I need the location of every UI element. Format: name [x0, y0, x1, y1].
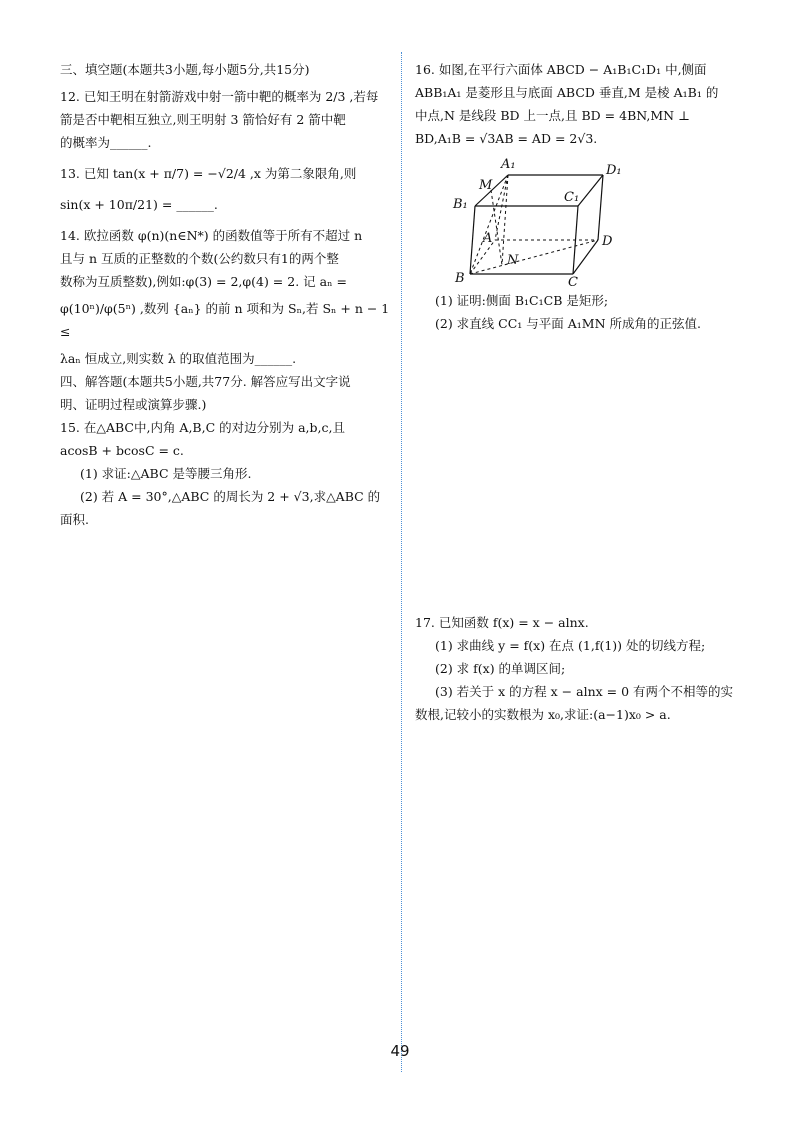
question-17 [415, 611, 745, 726]
q16-line1: 16. 如图,在平行六面体 ABCD − A₁B₁C₁D₁ 中,侧面 [415, 62, 707, 77]
q12-line1: 12. 已知王明在射箭游戏中射一箭中靶的概率为 2/3 ,若每 [60, 89, 379, 104]
q17-part3a: (3) 若关于 x 的方程 x − alnx = 0 有两个不相等的实 [435, 684, 734, 699]
q14-line4: φ(10ⁿ)/φ(5ⁿ) ,数列 {aₙ} 的前 n 项和为 Sₙ,若 Sₙ + n − 1 ≤ [60, 301, 390, 339]
edge-d1-d [598, 175, 603, 240]
q14-line2: 且与 n 互质的正整数的个数(公约数只有1的两个整 [60, 251, 339, 266]
label-a: A [483, 231, 493, 246]
section-3-heading: 三、填空题(本题共3小题,每小题5分,共15分) [60, 62, 310, 77]
label-b1: B₁ [453, 197, 468, 212]
q15-part2: (2) 若 A = 30°,△ABC 的周长为 2 + √3,求△ABC 的 [80, 489, 381, 504]
label-n: N [507, 253, 519, 268]
label-c1: C₁ [564, 190, 580, 205]
question-12 [60, 85, 390, 154]
q16-line3: 中点,N 是线段 BD 上一点,且 BD = 4BN,MN ⊥ [415, 108, 690, 123]
section4-line1: 四、解答题(本题共5小题,共77分. 解答应写出文字说 [60, 374, 351, 389]
edge-c1-d1 [578, 175, 603, 206]
q16-line4: BD,A₁B = √3AB = AD = 2√3. [415, 131, 598, 146]
q14-line3: 数称为互质整数),例如:φ(3) = 2,φ(4) = 2. 记 aₙ = [60, 274, 347, 289]
question-14 [60, 224, 390, 370]
segment-mn [491, 190, 502, 265]
q14-line1: 14. 欧拉函数 φ(n)(n∈N*) 的函数值等于所有不超过 n [60, 228, 363, 243]
q13-line1: 13. 已知 tan(x + π/7) = −√2/4 ,x 为第二象限角,则 [60, 166, 357, 181]
question-16 [415, 58, 745, 150]
q17-part2: (2) 求 f(x) 的单调区间; [435, 661, 566, 676]
q17-part3b: 数根,记较小的实数根为 x₀,求证:(a−1)x₀ > a. [415, 707, 671, 722]
section4-line2: 明、证明过程或演算步骤.) [60, 397, 207, 412]
parallelepiped-figure [435, 152, 625, 287]
label-d: D [602, 234, 613, 249]
left-column [60, 58, 390, 531]
label-m: M [479, 178, 493, 193]
label-a1: A₁ [501, 157, 516, 172]
edge-c-d [573, 240, 598, 274]
q17-part1: (1) 求曲线 y = f(x) 在点 (1,f(1)) 处的切线方程; [435, 638, 706, 653]
q16-line2: ABB₁A₁ 是菱形且与底面 ABCD 垂直,M 是棱 A₁B₁ 的 [415, 85, 719, 100]
q13-line2: sin(x + 10π/21) = ______. [60, 197, 218, 212]
q17-line1: 17. 已知函数 f(x) = x − alnx. [415, 615, 589, 630]
question-15 [60, 416, 390, 531]
section-4-heading [60, 370, 390, 416]
label-d1: D₁ [606, 163, 622, 178]
page-number: 49 [390, 1042, 410, 1060]
right-column [415, 58, 745, 726]
q15-line1: 15. 在△ABC中,内角 A,B,C 的对边分别为 a,b,c,且 [60, 420, 345, 435]
q14-line5: λaₙ 恒成立,则实数 λ 的取值范围为______. [60, 351, 297, 366]
q12-line2: 箭是否中靶相互独立,则王明射 3 箭恰好有 2 箭中靶 [60, 112, 346, 127]
q16-part2: (2) 求直线 CC₁ 与平面 A₁MN 所成角的正弦值. [435, 316, 701, 331]
column-divider [401, 52, 402, 1072]
label-b: B [455, 271, 465, 286]
q16-part1: (1) 证明:侧面 B₁C₁CB 是矩形; [435, 293, 609, 308]
question-16-parts [415, 289, 745, 335]
q15-part1: (1) 求证:△ABC 是等腰三角形. [80, 466, 252, 481]
edge-b1-b [470, 206, 475, 274]
q15-part2b: 面积. [60, 512, 89, 527]
label-c: C [568, 275, 578, 287]
question-13 [60, 162, 390, 216]
q12-line3: 的概率为______. [60, 135, 152, 150]
q15-line2: acosB + bcosC = c. [60, 443, 184, 458]
